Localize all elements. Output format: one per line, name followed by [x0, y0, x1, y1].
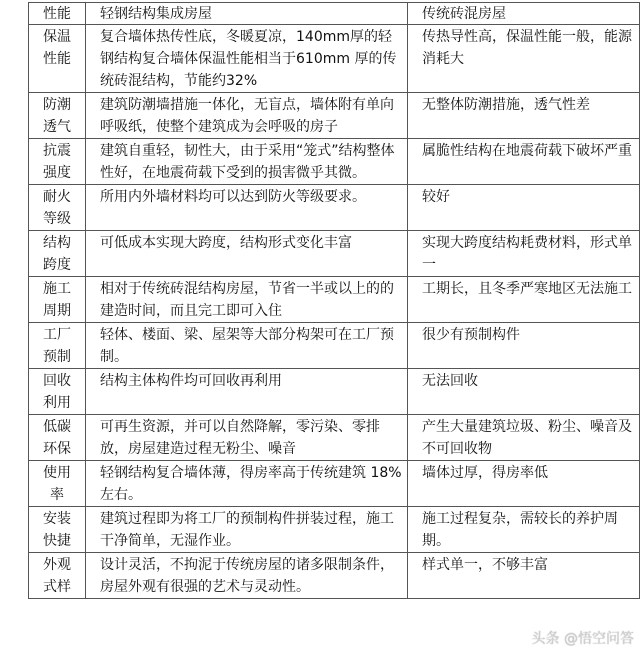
- row-brick: 产生大量建筑垃圾、粉尘、噪音及不可回收物: [408, 415, 640, 461]
- row-steel: 可再生资源，并可以自然降解，零污染、零排放，房屋建造过程无粉尘、噪音: [86, 415, 408, 461]
- row-brick: 较好: [408, 185, 640, 231]
- row-steel: 可低成本实现大跨度，结构形式变化丰富: [86, 231, 408, 277]
- row-steel: 复合墙体热传性底，冬暖夏凉，140mm厚的轻钢结构复合墙体保温性能相当于610mm 厚的传统砖混结构，节能约32%: [86, 25, 408, 93]
- header-steel-house: 轻钢结构集成房屋: [86, 3, 408, 25]
- row-brick: 传热导性高，保温性能一般，能源消耗大: [408, 25, 640, 93]
- row-steel: 建筑自重轻，韧性大，由于采用“笼式”结构整体性好，在地震荷载下受到的损害微乎其微。: [86, 139, 408, 185]
- row-steel: 所用内外墙材料均可以达到防火等级要求。: [86, 185, 408, 231]
- row-brick: 实现大跨度结构耗费材料，形式单一: [408, 231, 640, 277]
- table-row: [29, 277, 640, 323]
- row-property: 耐火 等级: [29, 185, 86, 231]
- row-property: 结构 跨度: [29, 231, 86, 277]
- table-row: [29, 553, 640, 599]
- header-property: 性能: [29, 3, 86, 25]
- row-property: 使用 率: [29, 461, 86, 507]
- header-brick-house: 传统砖混房屋: [408, 3, 640, 25]
- table-row: [29, 25, 640, 93]
- comparison-table: [28, 2, 640, 599]
- table-row: [29, 93, 640, 139]
- row-brick: 工期长，且冬季严寒地区无法施工: [408, 277, 640, 323]
- row-steel: 轻钢结构复合墙体薄，得房率高于传统建筑 18%左右。: [86, 461, 408, 507]
- row-property: 抗震 强度: [29, 139, 86, 185]
- table-row: [29, 185, 640, 231]
- row-property: 防潮 透气: [29, 93, 86, 139]
- watermark: 头条 @悟空问答: [531, 631, 634, 647]
- table-row: [29, 231, 640, 277]
- row-property: 保温 性能: [29, 25, 86, 93]
- row-property: 低碳 环保: [29, 415, 86, 461]
- row-brick: 施工过程复杂，需较长的养护周期。: [408, 507, 640, 553]
- row-brick: 很少有预制构件: [408, 323, 640, 369]
- row-property: 回收 利用: [29, 369, 86, 415]
- table-row: [29, 461, 640, 507]
- row-brick: 无法回收: [408, 369, 640, 415]
- table-row: [29, 507, 640, 553]
- row-brick: 墙体过厚，得房率低: [408, 461, 640, 507]
- row-property: 施工 周期: [29, 277, 86, 323]
- table-row: [29, 415, 640, 461]
- row-steel: 轻体、楼面、梁、屋架等大部分构架可在工厂预制。: [86, 323, 408, 369]
- table-row: [29, 323, 640, 369]
- row-property: 安装 快捷: [29, 507, 86, 553]
- row-steel: 设计灵活，不拘泥于传统房屋的诸多限制条件，房屋外观有很强的艺术与灵动性。: [86, 553, 408, 599]
- table-row: [29, 369, 640, 415]
- row-steel: 相对于传统砖混结构房屋，节省一半或以上的的建造时间，而且完工即可入住: [86, 277, 408, 323]
- row-property: 工厂 预制: [29, 323, 86, 369]
- row-brick: 无整体防潮措施，透气性差: [408, 93, 640, 139]
- row-steel: 结构主体构件均可回收再利用: [86, 369, 408, 415]
- header-row: [29, 3, 640, 25]
- row-steel: 建筑防潮墙措施一体化，无盲点，墙体附有单向呼吸纸，使整个建筑成为会呼吸的房子: [86, 93, 408, 139]
- row-brick: 属脆性结构在地震荷载下破坏严重: [408, 139, 640, 185]
- table-row: [29, 139, 640, 185]
- row-property: 外观 式样: [29, 553, 86, 599]
- row-steel: 建筑过程即为将工厂的预制构件拼装过程，施工干净简单，无湿作业。: [86, 507, 408, 553]
- row-brick: 样式单一，不够丰富: [408, 553, 640, 599]
